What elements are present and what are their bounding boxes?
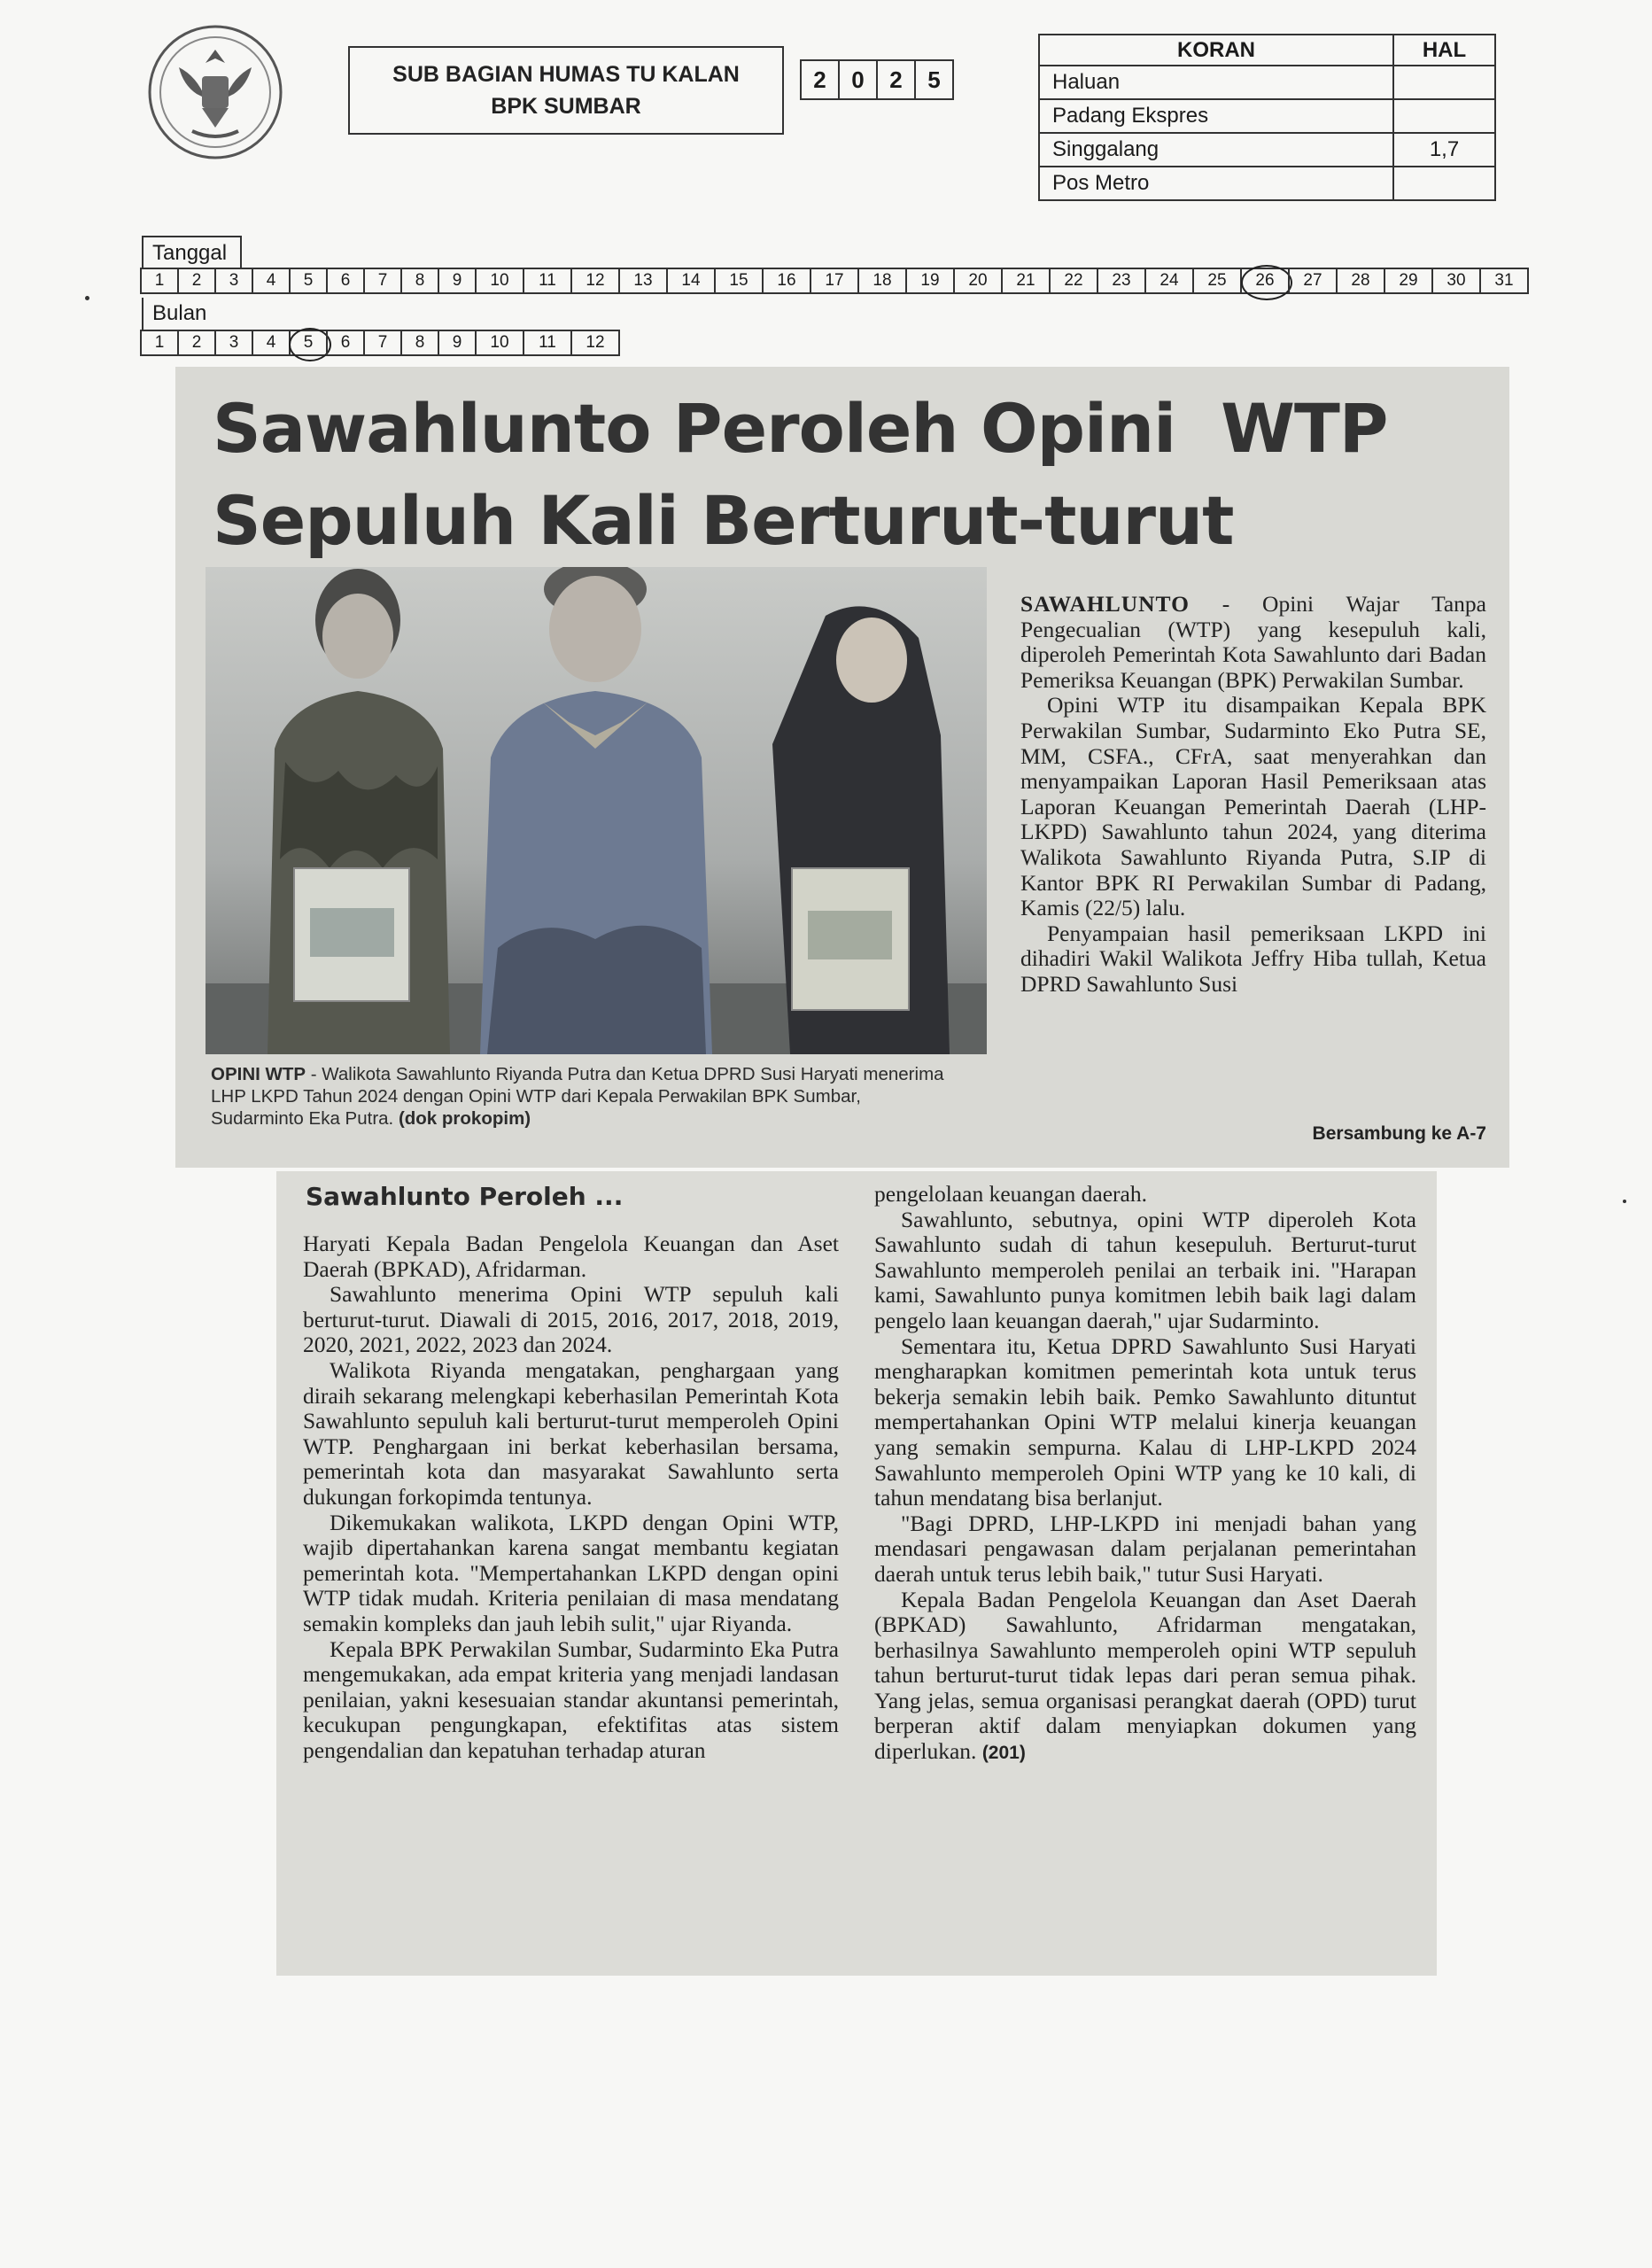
body-paragraph: Sawahlunto, sebutnya, opini WTP diperoleh Kota Sawahlunto sudah di tahun kesepuluh. Berturut-turut Sawahlunto memperoleh penilai an terbaik ini. "Harapan kami, Sawahlunto punya komitmen lebih baik lagi dalam pengelo laan keuangan daerah," ujar Sudarminto. bbox=[874, 1206, 1416, 1333]
article-photo bbox=[206, 567, 987, 1054]
tanggal-cell-6: 6 bbox=[326, 268, 365, 294]
bulan-cell-1: 1 bbox=[140, 330, 179, 356]
tanggal-cell-5: 5 bbox=[289, 268, 328, 294]
tanggal-cell-14: 14 bbox=[666, 268, 716, 294]
body-paragraph: Haryati Kepala Badan Pengelola Keuangan dan Aset Daerah (BPKAD), Afridarman. bbox=[303, 1231, 839, 1282]
unit-label-line2: BPK SUMBAR bbox=[491, 94, 641, 119]
tanggal-cell-20: 20 bbox=[953, 268, 1003, 294]
newspaper-name: Padang Ekspres bbox=[1039, 99, 1393, 133]
newspaper-name: Pos Metro bbox=[1039, 167, 1393, 200]
tanggal-label: Tanggal bbox=[142, 236, 242, 268]
bulan-cell-8: 8 bbox=[400, 330, 439, 356]
tanggal-cell-12: 12 bbox=[570, 268, 620, 294]
tanggal-cell-17: 17 bbox=[810, 268, 859, 294]
unit-label-box bbox=[348, 46, 784, 135]
headline-line2: Sepuluh Kali Berturut-turut bbox=[213, 481, 1234, 560]
tanggal-cell-21: 21 bbox=[1001, 268, 1051, 294]
body-paragraph: Kepala BPK Perwakilan Sumbar, Sudarminto Eka Putra mengemukakan, ada empat kriteria yang menjadi landasan penilaian, yakni kesesuaian standar akuntansi pemerintah, kecukupan pengungkapan, efektifitas atas sistem pengendalian dan kepatuhan terhadap aturan bbox=[303, 1635, 839, 1763]
tanggal-cell-25: 25 bbox=[1192, 268, 1242, 294]
final-paragraph-text: Kepala Badan Pengelola Keuangan dan Aset Daerah (BPKAD) Sawahlunto, Afridarman mengatakan, berhasilnya Sawahlunto memperoleh opini WTP sepuluh tahun berturut-turut tidak lepas dari peran semua pihak. Yang jelas, semua organisasi perangkat daerah (OPD) turut berperan aktif dalam menyiapkan dokumen yang diperlukan. bbox=[874, 1586, 1416, 1765]
bulan-cell-10: 10 bbox=[475, 330, 524, 356]
speck bbox=[85, 296, 89, 300]
tanggal-cell-3: 3 bbox=[214, 268, 253, 294]
tanggal-cell-18: 18 bbox=[857, 268, 907, 294]
newspaper-table bbox=[1038, 34, 1496, 201]
page-number bbox=[1393, 167, 1495, 200]
caption-lead: OPINI WTP bbox=[211, 1064, 306, 1084]
year-digit: 5 bbox=[914, 59, 954, 100]
continuation-column-1 bbox=[303, 1231, 839, 1763]
speck bbox=[1623, 1200, 1626, 1203]
tanggal-cell-24: 24 bbox=[1144, 268, 1194, 294]
caption-text: - Walikota Sawahlunto Riyanda Putra dan Ketua DPRD Susi Haryati menerima LHP LKPD Tahun 2024 dengan Opini WTP dari Kepala Perwakilan BPK Sumbar, Sudarminto Eka Putra. bbox=[211, 1064, 944, 1129]
koran-header: KORAN bbox=[1039, 35, 1393, 66]
year-digit: 2 bbox=[800, 59, 840, 100]
tanggal-cell-15: 15 bbox=[714, 268, 764, 294]
bulan-cell-6: 6 bbox=[326, 330, 365, 356]
tanggal-cell-19: 19 bbox=[905, 268, 955, 294]
tanggal-cell-9: 9 bbox=[438, 268, 477, 294]
body-paragraph bbox=[874, 1588, 1416, 1767]
bulan-cell-11: 11 bbox=[523, 330, 572, 356]
tanggal-strip bbox=[142, 268, 1529, 294]
bulan-cell-4: 4 bbox=[252, 330, 291, 356]
year-digit: 2 bbox=[876, 59, 916, 100]
tanggal-cell-31: 31 bbox=[1479, 268, 1529, 294]
table-row bbox=[1039, 167, 1495, 200]
tanggal-cell-13: 13 bbox=[618, 268, 668, 294]
tanggal-cell-2: 2 bbox=[177, 268, 216, 294]
caption-credit: (dok prokopim) bbox=[398, 1108, 531, 1129]
continued-note: Bersambung ke A-7 bbox=[1312, 1123, 1486, 1144]
tanggal-cell-28: 28 bbox=[1336, 268, 1385, 294]
continuation-column-2 bbox=[874, 1182, 1416, 1767]
tanggal-cell-16: 16 bbox=[762, 268, 811, 294]
photo-caption bbox=[211, 1063, 955, 1130]
garuda-emblem bbox=[143, 14, 287, 175]
newspaper-table-header bbox=[1039, 35, 1495, 66]
lead-paragraph: Opini WTP itu disampaikan Kepala BPK Perwakilan Sumbar, Sudarminto Eko Putra SE, MM, CSFA., CFrA, saat menyerahkan dan menyampaikan Laporan Hasil Pemeriksaan atas Laporan Keuangan Pemerintah Daerah (LHP-LKPD) Sawahlunto tahun 2024, yang diterima Walikota Sawahlunto Riyanda Putra, S.IP di Kantor BPK RI Perwakilan Sumbar di Padang, Kamis (22/5) lalu. bbox=[1020, 692, 1486, 921]
lead-paragraph: Penyampaian hasil pemeriksaan LKPD ini dihadiri Wakil Walikota Jeffry Hiba tullah, Ketua DPRD Sawahlunto Susi bbox=[1020, 920, 1486, 997]
tanggal-cell-1: 1 bbox=[140, 268, 179, 294]
body-paragraph: pengelolaan keuangan daerah. bbox=[874, 1181, 1147, 1207]
year-box bbox=[802, 59, 954, 100]
bulan-cell-3: 3 bbox=[214, 330, 253, 356]
tanggal-cell-26: 26 bbox=[1240, 268, 1290, 294]
bulan-cell-12: 12 bbox=[570, 330, 620, 356]
body-paragraph: Sawahlunto menerima Opini WTP sepuluh kali berturut-turut. Diawali di 2015, 2016, 2017, 2018, 2019, 2020, 2021, 2022, 2023 dan 2024. bbox=[303, 1281, 839, 1358]
table-row bbox=[1039, 133, 1495, 167]
tanggal-cell-29: 29 bbox=[1384, 268, 1433, 294]
tanggal-cell-10: 10 bbox=[475, 268, 524, 294]
hal-header: HAL bbox=[1393, 35, 1495, 66]
page-number: 1,7 bbox=[1393, 133, 1495, 167]
tanggal-cell-11: 11 bbox=[523, 268, 572, 294]
table-row bbox=[1039, 66, 1495, 99]
bulan-cell-9: 9 bbox=[438, 330, 477, 356]
headline-line1: Sawahlunto Peroleh Opini WTP bbox=[213, 389, 1388, 468]
newspaper-name: Haluan bbox=[1039, 66, 1393, 99]
year-digit: 0 bbox=[838, 59, 878, 100]
lead-column bbox=[1020, 592, 1486, 998]
bulan-cell-5: 5 bbox=[289, 330, 328, 356]
bulan-strip bbox=[142, 330, 620, 356]
lead-p1-text: - Opini Wajar Tanpa Pengecualian (WTP) yang kesepuluh kali, diperoleh Pemerintah Kota Sawahlunto dari Badan Pemeriksa Keuangan (BPK) Perwakilan Sumbar. bbox=[1020, 591, 1486, 693]
article-headline bbox=[213, 383, 1470, 567]
body-paragraph: Dikemukakan walikota, LKPD dengan Opini WTP, wajib dipertahankan karena sangat membantu kegiatan pemerintah kota. "Mempertahankan LKPD dengan opini WTP tidak mudah. Kriteria penilaian di masa mendatang semakin kompleks dan jauh lebih sulit," ujar Riyanda. bbox=[303, 1509, 839, 1636]
body-paragraph: Walikota Riyanda mengatakan, penghargaan yang diraih sekarang melengkapi keberhasilan Pemerintah Kota Sawahlunto sepuluh kali berturut-turut memperoleh Opini WTP. Penghargaan ini berkat keberhasilan bersama, pemerintah kota dan masyarakat Sawahlunto serta dukungan forkopimda tentunya. bbox=[303, 1356, 839, 1510]
table-row bbox=[1039, 99, 1495, 133]
lead-paragraph bbox=[1020, 592, 1486, 693]
newspaper-name: Singgalang bbox=[1039, 133, 1393, 167]
tanggal-cell-27: 27 bbox=[1288, 268, 1338, 294]
dateline: SAWAHLUNTO bbox=[1020, 591, 1190, 617]
author-code: (201) bbox=[981, 1743, 1026, 1764]
tanggal-cell-30: 30 bbox=[1431, 268, 1481, 294]
page-number bbox=[1393, 66, 1495, 99]
tanggal-cell-22: 22 bbox=[1049, 268, 1098, 294]
bulan-label: Bulan bbox=[142, 298, 224, 330]
continuation-heading: Sawahlunto Peroleh ... bbox=[306, 1182, 624, 1211]
bulan-cell-7: 7 bbox=[363, 330, 402, 356]
bulan-cell-2: 2 bbox=[177, 330, 216, 356]
tanggal-cell-8: 8 bbox=[400, 268, 439, 294]
tanggal-cell-4: 4 bbox=[252, 268, 291, 294]
unit-label-line1: SUB BAGIAN HUMAS TU KALAN bbox=[392, 62, 740, 87]
page-number bbox=[1393, 99, 1495, 133]
tanggal-cell-7: 7 bbox=[363, 268, 402, 294]
body-paragraph: "Bagi DPRD, LHP-LKPD ini menjadi bahan yang mendasari pengawasan dalam perjalanan pemerintahan daerah untuk terus lebih baik," tutur Susi Haryati. bbox=[874, 1510, 1416, 1587]
body-paragraph: Sementara itu, Ketua DPRD Sawahlunto Susi Haryati mengharapkan komitmen pemerintah kota untuk terus bekerja semakin lebih baik. Pemko Sawahlunto dituntut mempertahankan Opini WTP melalui kinerja keuangan yang semakin sempurna. Kalau di LHP-LKPD 2024 Sawahlunto memperoleh Opini WTP yang ke 10 kali, di tahun mendatang bisa berlanjut. bbox=[874, 1332, 1416, 1511]
tanggal-cell-23: 23 bbox=[1097, 268, 1146, 294]
